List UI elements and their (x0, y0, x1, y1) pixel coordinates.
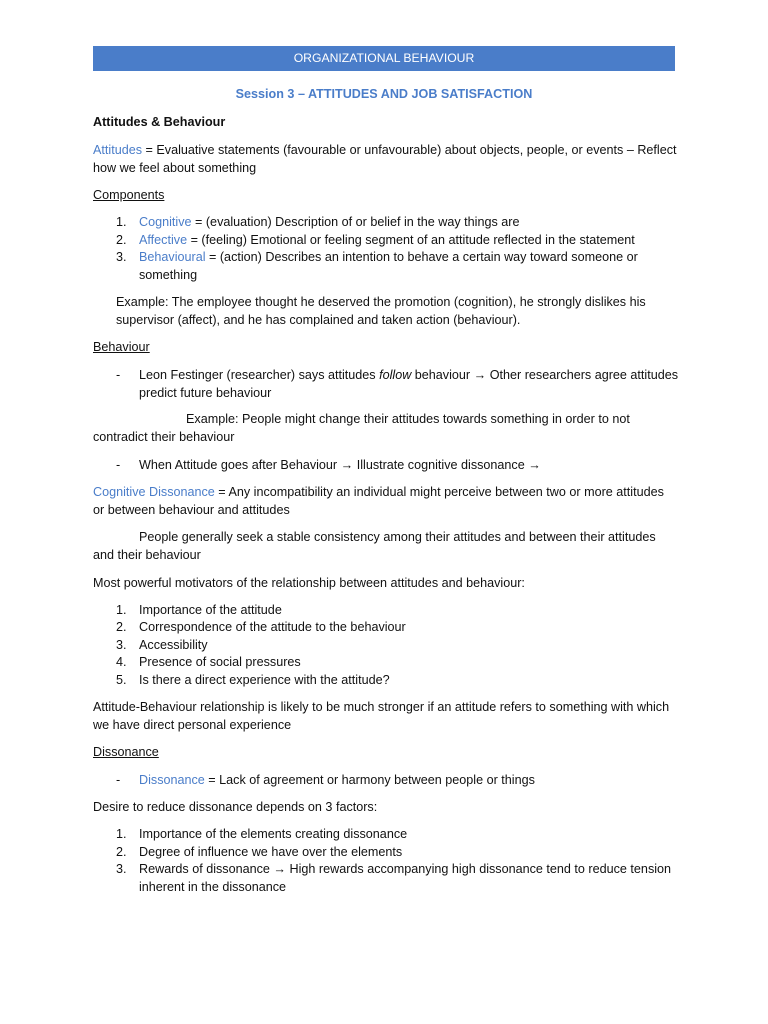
arrow-right-icon: → (273, 862, 286, 876)
dissonance-factors-intro: Desire to reduce dissonance depends on 3 factors: (93, 800, 378, 814)
emphasis-follow: follow (379, 368, 412, 382)
dissonance-text: = Lack of agreement or harmony between people or things (204, 773, 535, 787)
list-item-text: Rewards of dissonance (139, 862, 274, 876)
attitudes-definition-text: = Evaluative statements (favourable or unfavourable) about objects, people, or events – Reflect how we feel about something (93, 143, 677, 175)
component-text: = (feeling) Emotional or feeling segment of an attitude reflected in the statement (187, 233, 635, 247)
term-dissonance: Dissonance (139, 773, 205, 787)
bullet-dash: - (116, 368, 121, 382)
components-example: Example: The employee thought he deserved the promotion (cognition), he strongly dislikes his supervisor (affect), and he has complained and taken action (behaviour). (116, 295, 646, 327)
list-item-text: Is there a direct experience with the attitude? (139, 673, 390, 687)
term-behavioural: Behavioural (139, 250, 206, 264)
list-item-text: Correspondence of the attitude to the behaviour (139, 620, 406, 634)
bullet-text: behaviour (411, 368, 474, 382)
list-number: 1. (116, 827, 127, 841)
list-item-text: High rewards accompanying high dissonance tend to reduce tension inherent in the dissonance (139, 862, 672, 894)
motivators-conclusion: Attitude-Behaviour relationship is likely to be much stronger if an attitude refers to something with which we have direct personal experience (93, 700, 670, 732)
bullet-text: Other researchers agree attitudes predict future behaviour (139, 368, 679, 400)
consistency-note: People generally seek a stable consistency among their attitudes and between their attitudes and their behaviour (93, 530, 656, 562)
cognitive-dissonance-definition (93, 484, 678, 519)
arrow-right-icon: → (528, 458, 541, 472)
list-item-text: Degree of influence we have over the elements (139, 845, 403, 859)
term-cognitive: Cognitive (139, 215, 192, 229)
behaviour-heading: Behaviour (93, 340, 150, 354)
list-item-text: Presence of social pressures (139, 655, 301, 669)
term-cognitive-dissonance: Cognitive Dissonance (93, 485, 215, 499)
behaviour-example: Example: People might change their attitudes towards something in order to not contradict their behaviour (93, 412, 630, 444)
list-number: 1. (116, 603, 127, 617)
component-text: = (evaluation) Description of or belief in the way things are (191, 215, 520, 229)
section-heading-attitudes-behaviour: Attitudes & Behaviour (93, 115, 226, 129)
bullet-dash: - (116, 458, 121, 472)
arrow-right-icon: → (340, 458, 354, 472)
bullet-text: When Attitude goes after Behaviour (139, 458, 341, 472)
motivators-intro: Most powerful motivators of the relationship between attitudes and behaviour: (93, 576, 525, 590)
term-affective: Affective (139, 233, 188, 247)
cognitive-dissonance-text: = Any incompatibility an individual might perceive between two or more attitudes or between behaviour and attitudes (93, 485, 664, 517)
component-text: = (action) Describes an intention to behave a certain way toward someone or something (139, 250, 638, 282)
list-number: 3. (116, 250, 127, 264)
arrow-right-icon: → (473, 368, 487, 382)
list-number: 1. (116, 215, 127, 229)
list-item-text: Accessibility (139, 638, 208, 652)
course-banner: ORGANIZATIONAL BEHAVIOUR (93, 46, 675, 71)
list-number: 2. (116, 620, 127, 634)
list-number: 3. (116, 638, 127, 652)
bullet-text: Illustrate cognitive dissonance (353, 458, 529, 472)
list-item-text: Importance of the attitude (139, 603, 282, 617)
list-item-text: Importance of the elements creating dissonance (139, 827, 408, 841)
list-number: 2. (116, 233, 127, 247)
list-number: 2. (116, 845, 127, 859)
bullet-dash: - (116, 773, 121, 787)
list-number: 4. (116, 655, 127, 669)
bullet-text: Leon Festinger (researcher) says attitudes (139, 368, 380, 382)
dissonance-heading: Dissonance (93, 745, 159, 759)
attitudes-definition (93, 142, 678, 177)
term-attitudes: Attitudes (93, 143, 143, 157)
list-number: 3. (116, 862, 127, 876)
session-title: Session 3 – ATTITUDES AND JOB SATISFACTION (235, 87, 533, 101)
components-heading: Components (93, 188, 165, 202)
list-number: 5. (116, 673, 127, 687)
